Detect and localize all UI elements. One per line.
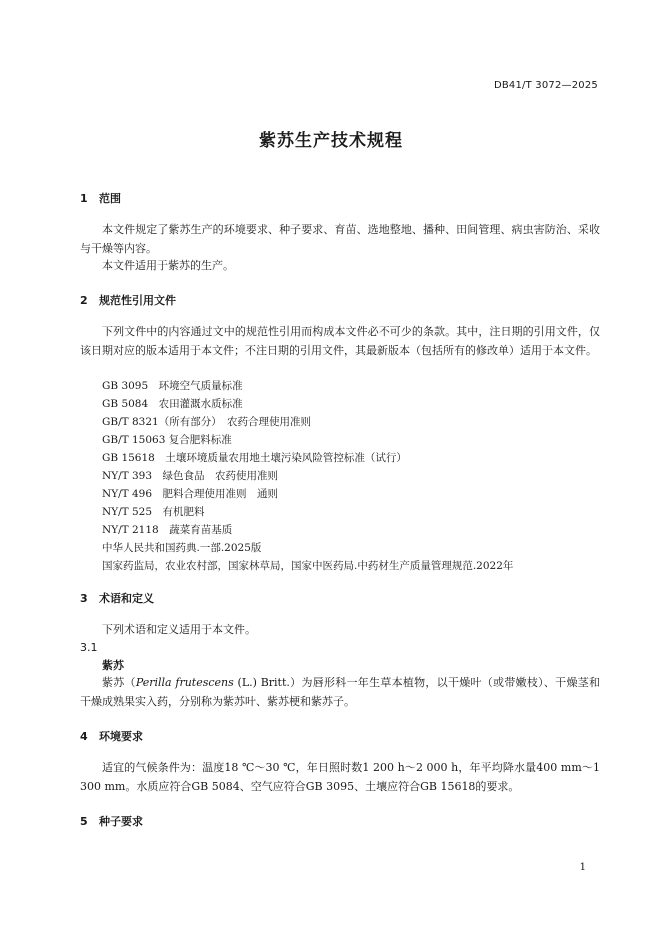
paragraph: 下列文件中的内容通过文中的规范性引用而构成本文件必不可少的条款。其中，注日期的引用文件，仅该日期对应的版本适用于本文件；不注日期的引用文件，其最新版本（包括所有的修改单）适用于本文件。	[80, 325, 600, 357]
section-number: 3	[80, 592, 88, 605]
term-name: 紫苏	[102, 659, 124, 672]
section-number: 5	[80, 815, 88, 828]
section-title: 术语和定义	[99, 592, 154, 605]
paragraph: 适宜的气候条件为：温度18 ℃～30 ℃，年日照时数1 200 h～2 000 h，年平均降水量400 mm～1 300 mm。水质应符合GB 5084、空气应符合GB 3095、土壤应符合GB 15618的要求。	[80, 761, 600, 793]
reference-item: GB 5084 农田灌溉水质标准	[102, 398, 243, 410]
page-number: 1	[579, 862, 586, 873]
section-number: 2	[80, 294, 88, 307]
paragraph: 本文件适用于紫苏的生产。	[102, 259, 234, 272]
latin-name: Perilla frutescens	[135, 676, 234, 689]
section-heading-environment	[80, 728, 143, 744]
section-heading-scope	[80, 190, 121, 206]
section-number: 1	[80, 192, 88, 205]
paragraph: 本文件规定了紫苏生产的环境要求、种子要求、育苗、选地整地、播种、田间管理、病虫害防治、采收与干燥等内容。	[80, 223, 600, 255]
section-heading-normative-references	[80, 292, 176, 308]
term-number: 3.1	[80, 641, 98, 654]
reference-item: 国家药监局，农业农村部，国家林草局，国家中医药局.中药材生产质量管理规范.2022年	[102, 560, 514, 572]
section-heading-seed	[80, 813, 143, 829]
reference-item: NY/T 393 绿色食品 农药使用准则	[102, 470, 279, 482]
reference-item: 中华人民共和国药典.一部.2025版	[102, 542, 262, 554]
section-number: 4	[80, 730, 88, 743]
reference-item: NY/T 525 有机肥料	[102, 506, 205, 518]
document-id: DB41/T 3072—2025	[493, 80, 598, 91]
section-title: 规范性引用文件	[99, 294, 176, 307]
reference-item: GB/T 15063 复合肥料标准	[102, 434, 232, 446]
page-title: 紫苏生产技术规程	[259, 131, 403, 151]
section-title: 种子要求	[99, 815, 143, 828]
section-title: 环境要求	[99, 730, 143, 743]
reference-item: NY/T 2118 蔬菜育苗基质	[102, 524, 233, 536]
reference-item: GB/T 8321（所有部分） 农药合理使用准则	[102, 416, 311, 428]
reference-item: GB 15618 土壤环境质量农用地土壤污染风险管控标准（试行）	[102, 452, 407, 464]
reference-item: GB 3095 环境空气质量标准	[102, 380, 243, 392]
paragraph: 下列术语和定义适用于本文件。	[102, 623, 256, 636]
term-definition-prefix: 紫苏（	[102, 676, 136, 689]
term-definition-rest: (L.) Britt.）为唇形科一年生草本植物，以干燥叶（或带嫩枝）、干燥茎和干燥成熟果实入药，分别称为紫苏叶、紫苏梗和紫苏子。	[80, 676, 601, 708]
section-heading-terms	[80, 590, 154, 606]
reference-item: NY/T 496 肥料合理使用准则 通则	[102, 488, 279, 500]
term-definition	[80, 674, 600, 711]
section-title: 范围	[99, 192, 121, 205]
